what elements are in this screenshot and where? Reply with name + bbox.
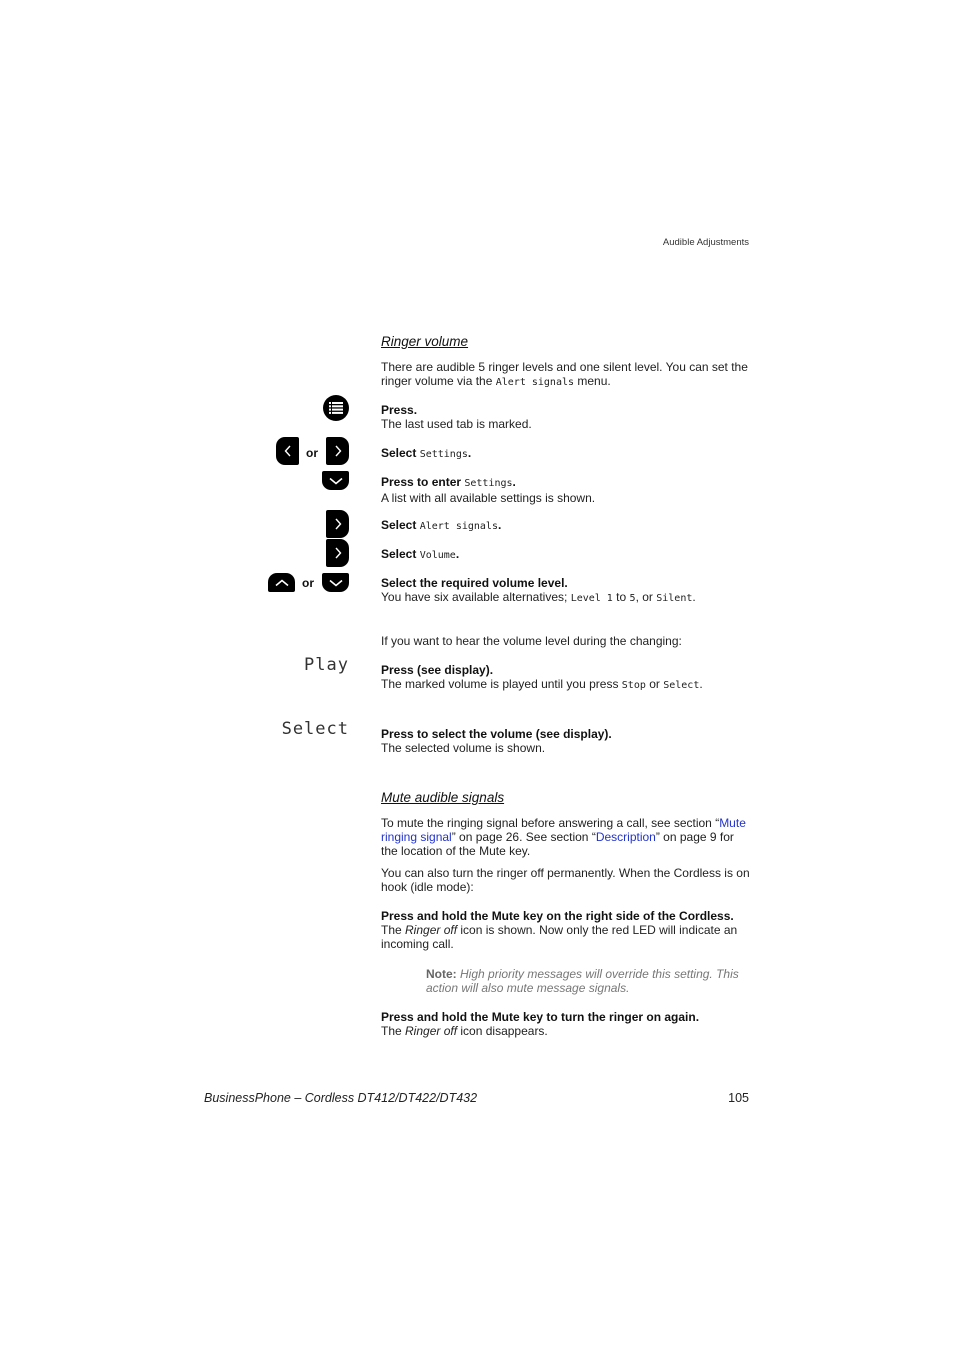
hear-volume-text: If you want to hear the volume level during the changing: [381,634,682,648]
ringer-intro: There are audible 5 ringer levels and one silent level. You can set the ringer volume via the Alert signals menu. [381,360,748,388]
right-key[interactable] [326,510,349,538]
step-enter-settings: Press to enter Settings. A list with all available settings is shown. [381,475,596,505]
left-key[interactable] [276,437,299,465]
chevron-down-icon [329,579,343,587]
link-mute-ringing-signal[interactable]: Mute ringing signal [381,816,746,844]
down-key[interactable] [322,471,349,490]
running-header: Audible Adjustments [662,237,749,248]
chevron-right-icon [334,445,342,457]
mute-step-2: Press and hold the Mute key to turn the ringer on again. The Ringer off icon disappears. [381,1010,700,1038]
mute-para-2: You can also turn the ringer off permanently. When the Cordless is on hook (idle mode): [381,866,750,894]
chevron-up-icon [275,579,289,587]
chevron-down-icon [329,477,343,485]
footer-page-number: 105 [728,1091,749,1105]
step-select-volume: Select Volume. [381,547,460,561]
step-select-settings: Select Settings. [381,446,472,460]
or-label: or [302,576,314,590]
section-title-ringer-volume: Ringer volume [381,334,469,349]
chevron-right-icon [334,547,342,559]
step-play: Press (see display). The marked volume is played until you press Stop or Select. [381,663,703,691]
chevron-right-icon [334,518,342,530]
link-description[interactable]: Description [595,830,656,844]
play-softkey[interactable]: Play [304,655,349,675]
mute-step-1: Press and hold the Mute key on the right side of the Cordless. The Ringer off icon is shown. Now only the red LED will indicate an incoming call. [381,909,738,951]
up-key[interactable] [268,573,295,592]
or-label: or [306,446,318,460]
chevron-left-icon [284,445,292,457]
step-select-volume-level: Select the required volume level. You have six available alternatives; Level 1 to 5, or Silent. [381,576,696,604]
right-key[interactable] [326,437,349,465]
note: Note: High priority messages will override this setting. This action will also mute message signals. [426,967,739,995]
right-key[interactable] [326,539,349,567]
down-key[interactable] [322,573,349,592]
menu-key[interactable] [323,395,349,421]
select-softkey[interactable]: Select [281,719,349,739]
step-select-alert-signals: Select Alert signals. [381,518,502,532]
menu-list-icon [329,402,343,414]
step-select: Press to select the volume (see display). The selected volume is shown. [381,727,612,755]
step-press-menu: Press. The last used tab is marked. [381,403,532,431]
section-title-mute-audible-signals: Mute audible signals [381,790,505,805]
footer-product: BusinessPhone – Cordless DT412/DT422/DT432 [204,1091,478,1105]
mute-para-1: To mute the ringing signal before answering a call, see section “Mute ringing signal” on page 26. See section “Description” on page 9 for the location of the Mute key. [381,816,746,858]
